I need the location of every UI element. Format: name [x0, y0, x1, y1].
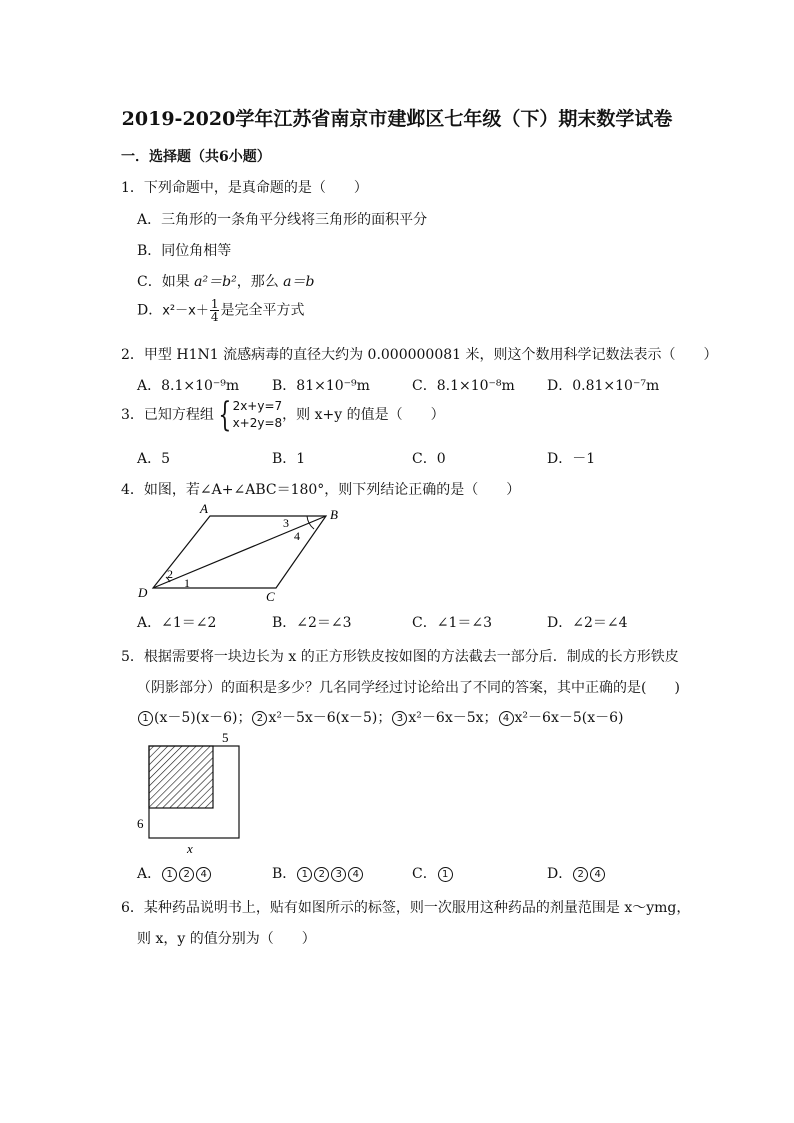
circled-number-icon: 1 [138, 711, 153, 726]
q5-option-d [547, 863, 606, 883]
diagonal-db [153, 516, 326, 588]
q5-answer-2: x²－5x－6(x－5) [268, 710, 378, 726]
q1-option-d [137, 298, 304, 323]
q3-option-b: B．1 [272, 451, 306, 467]
brace-symbol: { [218, 395, 232, 435]
equation-system [233, 398, 283, 432]
circled-number-icon: 4 [499, 711, 514, 726]
q1-stem: 1．下列命题中，是真命题的是（ ） [121, 180, 368, 196]
option-letter: B． [272, 866, 297, 882]
page-title: 2019-2020学年江苏省南京市建邺区七年级（下）期末数学试卷 [121, 108, 673, 130]
q5-stem-line1: 5．根据需要将一块边长为 x 的正方形铁皮按如图的方法截去一部分后．制成的长方形铁皮 [121, 649, 679, 665]
q2-option-d: D．0.81×10⁻⁷m [547, 378, 660, 394]
q1-option-c [137, 271, 314, 291]
option-letter: A． [137, 866, 162, 882]
angle-label-2: 2 [167, 567, 173, 581]
angle-label-3: 3 [283, 516, 289, 530]
q2-stem: 2．甲型 H1N1 流感病毒的直径大约为 0.000000081 米，则这个数用科学记数法表示（ ） [121, 347, 718, 363]
circled-number-icon: 2 [252, 711, 267, 726]
circled-number-icon: 1 [297, 867, 312, 882]
fraction-denominator: 4 [210, 310, 219, 324]
q2-option-a: A．8.1×10⁻⁹m [137, 378, 240, 394]
q5-option-b [272, 863, 364, 883]
circled-number-icon: 2 [573, 867, 588, 882]
shaded-rectangle [149, 746, 213, 808]
dimension-label-x: x [187, 841, 193, 856]
circled-number-icon: 2 [314, 867, 329, 882]
q1-option-d-fraction [210, 298, 220, 323]
q3-option-a: A．5 [137, 451, 171, 467]
vertex-label-a: A [200, 501, 208, 516]
fraction-numerator: 1 [210, 297, 219, 311]
angle-label-1: 1 [184, 576, 190, 590]
vertex-label-d: D [138, 585, 148, 600]
q3-option-d: D．－1 [547, 451, 596, 467]
q3-stem [121, 395, 445, 435]
q5-stem-line2: （阴影部分）的面积是多少？几名同学经过讨论给出了不同的答案，其中正确的是( ) [137, 680, 680, 696]
q1-option-d-math: x²－x＋ [162, 303, 209, 319]
q1-option-d-prefix: D． [137, 302, 163, 319]
dimension-label-6: 6 [137, 816, 144, 831]
q5-answer-4: x²－6x－5(x－6) [514, 710, 624, 726]
q6-stem-line1: 6．某种药品说明书上，贴有如图所示的标签，则一次服用这种药品的剂量范围是 x～ymg， [121, 900, 691, 916]
q5-answer-3: x²－6x－5x [408, 710, 484, 726]
q1-option-b: B．同位角相等 [137, 243, 232, 259]
q5-option-a [137, 863, 212, 883]
equation-1: 2x+y=7 [232, 399, 283, 413]
vertex-label-c: C [266, 589, 275, 604]
circled-number-icon: 4 [590, 867, 605, 882]
q3-option-c: C．0 [412, 451, 446, 467]
q1-option-d-suffix: 是完全平方式 [220, 302, 305, 319]
q4-option-c: C．∠1＝∠3 [412, 615, 492, 631]
q4-option-b: B．∠2＝∠3 [272, 615, 352, 631]
circled-number-icon: 1 [162, 867, 177, 882]
circled-number-icon: 1 [438, 867, 453, 882]
q4-option-d: D．∠2＝∠4 [547, 615, 628, 631]
vertex-label-b: B [330, 507, 338, 522]
circled-number-icon: 3 [331, 867, 346, 882]
parallelogram-figure [130, 500, 360, 604]
equation-2: x+2y=8 [232, 416, 283, 430]
q1-option-c-math2: a＝b [283, 274, 315, 290]
q2-option-b: B．81×10⁻⁹m [272, 378, 370, 394]
q6-stem-line2: 则 x，y 的值分别为（ ） [137, 931, 316, 947]
q3-stem-prefix: 3．已知方程组 [121, 407, 214, 423]
circled-number-icon: 4 [348, 867, 363, 882]
q1-option-c-mid: ，那么 [236, 274, 284, 290]
q1-option-a: A．三角形的一条角平分线将三角形的面积平分 [137, 212, 428, 228]
dimension-label-5: 5 [222, 730, 229, 745]
option-letter: D． [547, 866, 573, 882]
circled-number-icon: 4 [196, 867, 211, 882]
q3-stem-suffix: ，则 x+y 的值是（ ） [282, 407, 445, 423]
circled-number-icon: 3 [392, 711, 407, 726]
q1-option-c-prefix: C．如果 [137, 274, 195, 290]
angle-label-4: 4 [294, 529, 300, 543]
q5-option-c [412, 863, 454, 883]
q5-answer-1: (x－5)(x－6) [154, 710, 238, 726]
q5-answer-list: 1 (x－5)(x－6)； 2 x²－5x－6(x－5)； 3 x²－6x－5x； 4 x²－6x－5(x－6) [137, 707, 623, 727]
q4-stem: 4．如图，若∠A+∠ABC＝180°，则下列结论正确的是（ ） [121, 482, 521, 498]
circled-number-icon: 2 [179, 867, 194, 882]
q2-option-c: C．8.1×10⁻⁸m [412, 378, 515, 394]
square-sheet-figure [134, 730, 246, 858]
option-letter: C． [412, 866, 437, 882]
q4-option-a: A．∠1＝∠2 [137, 615, 217, 631]
section-heading: 一．选择题（共6小题） [121, 149, 271, 165]
q1-option-c-math: a²＝b² [194, 274, 237, 290]
